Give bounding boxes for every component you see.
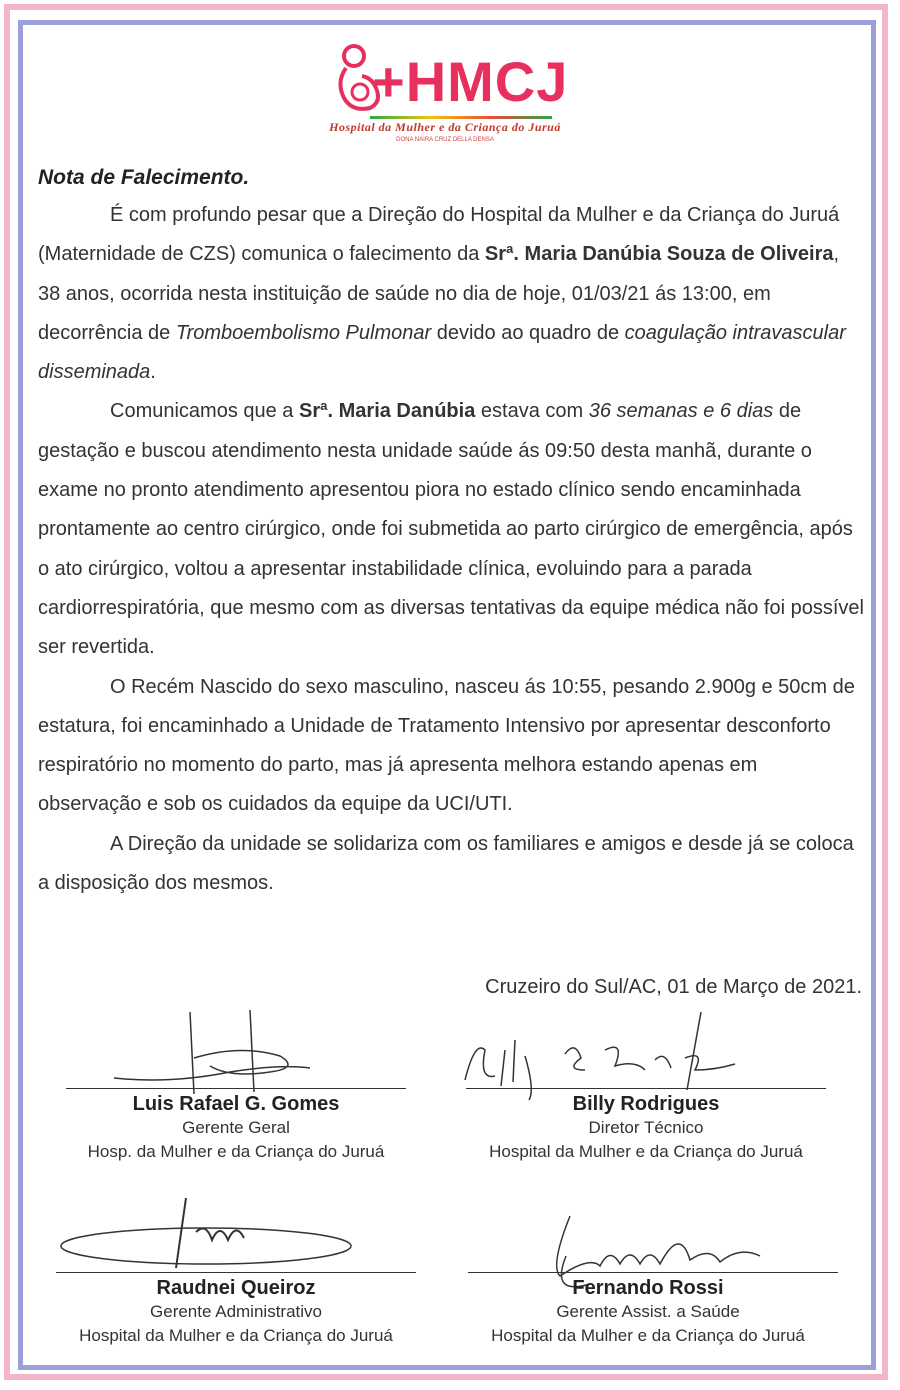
- signature-line: [466, 1088, 826, 1089]
- signature-scribble-3: [56, 1192, 376, 1282]
- signatory-role: Diretor Técnico: [588, 1118, 704, 1137]
- signatory-org: Hosp. da Mulher e da Criança do Juruá: [87, 1142, 385, 1161]
- logo-color-bar: [370, 116, 552, 119]
- signature-line: [66, 1088, 406, 1089]
- deceased-name: Srª. Maria Danúbia Souza de Oliveira: [484, 243, 834, 266]
- page-title: Nota de Falecimento.: [38, 166, 250, 189]
- signatory-org: Hospital da Mulher e da Criança do Juruá: [491, 1326, 805, 1345]
- hospital-logo: [290, 40, 600, 150]
- text-span: devido ao quadro de: [431, 321, 625, 344]
- text-span: estava com: [475, 400, 589, 423]
- text-span: , 38 anos, ocorrida nesta instituição de saúde no dia de hoje, 01/03/21 ás 13:00, em decorrência de: [38, 243, 840, 344]
- signature-block-diretor-tecnico: [466, 1088, 826, 1162]
- signatory-name: Billy Rodrigues: [572, 1093, 720, 1115]
- condition: coagulação intravascular disseminada: [38, 321, 846, 384]
- signature-scribble-2: [455, 1010, 755, 1100]
- notice-body: [38, 196, 864, 903]
- signature-line: [468, 1272, 838, 1273]
- signature-line: [56, 1272, 416, 1273]
- signature-scribble-1: [110, 1008, 350, 1098]
- text-span: É com profundo pesar que a Direção do Hospital da Mulher e da Criança do Juruá (Maternidade de CZS) comunica o falecimento da: [38, 204, 840, 266]
- signatory-name: Fernando Rossi: [572, 1277, 724, 1299]
- paragraph-3: O Recém Nascido do sexo masculino, nasceu ás 10:55, pesando 2.900g e 50cm de estatura, foi encaminhado a Unidade de Tratamento Intensivo por apresentar desconforto respiratório no momento do parto, mas já apresenta melhora estando apenas em observação e sob os cuidados da equipe da UCI/UTI.: [38, 675, 855, 816]
- date-line: Cruzeiro do Sul/AC, 01 de Março de 2021.: [485, 976, 862, 998]
- signature-block-gerente-administrativo: [56, 1272, 416, 1346]
- deceased-short-name: Srª. Maria Danúbia: [298, 400, 476, 423]
- text-span: Comunicamos que a: [110, 400, 299, 423]
- signatory-role: Gerente Geral: [182, 1118, 290, 1137]
- signatory-role: Gerente Administrativo: [150, 1302, 322, 1321]
- text-span: de gestação e buscou atendimento nesta unidade saúde ás 09:50 desta manhã, durante o exame no pronto atendimento apresentou piora no estado clínico sendo encaminhada prontamente ao centro cirúrgico, onde foi submetida ao parto cirúrgico de emergência, após o ato cirúrgico, voltou a apresentar instabilidade clínica, evoluindo para a parada cardiorrespiratória, que mesmo com as diversas tentativas da equipe médica não foi possível ser revertida.: [38, 400, 864, 659]
- signature-block-gerente-assistencial: [468, 1272, 828, 1346]
- cause-of-death: Tromboembolismo Pulmonar: [175, 321, 432, 344]
- signatory-role: Gerente Assist. a Saúde: [556, 1302, 740, 1321]
- logo-tagline: DONA NAIRA CRUZ DELLA DENSA: [396, 137, 494, 143]
- gestation-period: 36 semanas e 6 dias: [588, 400, 774, 423]
- text-span: .: [150, 361, 156, 384]
- signatory-org: Hospital da Mulher e da Criança do Juruá: [79, 1326, 393, 1345]
- signature-block-gerente-geral: [56, 1088, 416, 1162]
- signatory-name: Raudnei Queiroz: [156, 1277, 316, 1299]
- paragraph-1: [38, 196, 864, 392]
- signatory-name: Luis Rafael G. Gomes: [132, 1093, 340, 1115]
- logo-subtitle: Hospital da Mulher e da Criança do Juruá: [329, 120, 561, 134]
- logo-title: +HMCJ: [372, 50, 569, 113]
- signatory-org: Hospital da Mulher e da Criança do Juruá: [489, 1142, 803, 1161]
- paragraph-2: [38, 392, 864, 667]
- paragraph-4: A Direção da unidade se solidariza com os familiares e amigos e desde já se coloca a disposição dos mesmos.: [38, 832, 854, 895]
